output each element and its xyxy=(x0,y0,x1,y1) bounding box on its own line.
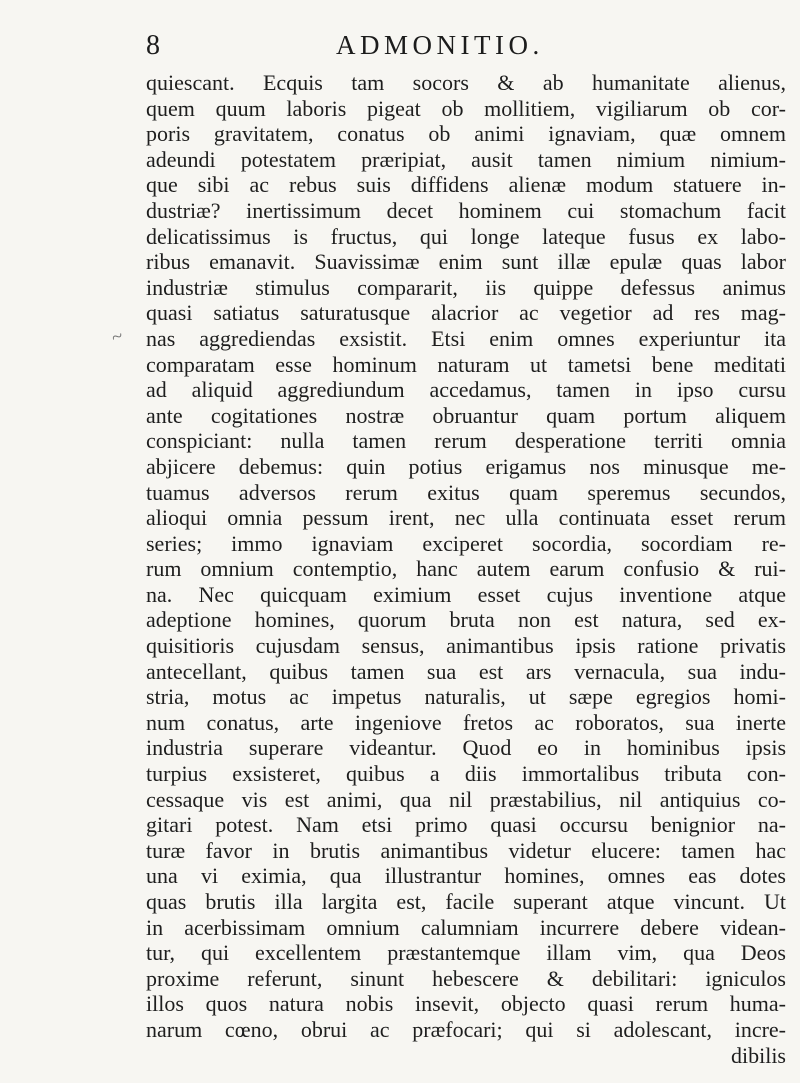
text-line: una vi eximia, qua illustrantur homines, omnes eas dotes xyxy=(146,863,786,889)
text-line: rum omnium contemptio, hanc autem earum confusio & rui- xyxy=(146,556,786,582)
page-number: 8 xyxy=(146,30,160,61)
text-line: tur, qui excellentem præstantemque illam vim, qua Deos xyxy=(146,940,786,966)
text-line: conspiciant: nulla tamen rerum desperatione territi omnia xyxy=(146,428,786,454)
text-line: industriæ stimulus compararit, iis quippe defessus animus xyxy=(146,274,786,300)
text-line: antecellant, quibus tamen sua est ars vernacula, sua indu- xyxy=(146,658,786,684)
catchword: dibilis xyxy=(730,1042,786,1068)
page-header xyxy=(146,28,786,68)
text-line: alioqui omnia pessum irent, nec ulla continuata esset rerum xyxy=(146,505,786,531)
text-line: na. Nec quicquam eximium esset cujus inventione atque xyxy=(146,581,786,607)
text-line: comparatam esse hominum naturam ut tametsi bene meditati xyxy=(146,351,786,377)
text-line: poris gravitatem, conatus ob animi ignaviam, quæ omnem xyxy=(146,121,786,147)
running-title: ADMONITIO. xyxy=(336,30,544,60)
text-line: illos quos natura nobis insevit, objecto quasi rerum huma- xyxy=(146,991,786,1017)
text-line: narum cœno, obrui ac præfocari; qui si adolescant, incre- xyxy=(146,1016,786,1042)
text-line: quasi satiatus saturatusque alacrior ac vegetior ad res mag- xyxy=(146,300,786,326)
text-line: ante cogitationes nostræ obruantur quam portum aliquem xyxy=(146,402,786,428)
text-line: que sibi ac rebus suis diffidens alienæ modum statuere in- xyxy=(146,172,786,198)
text-line: in acerbissimam omnium calumniam incurrere debere videan- xyxy=(146,914,786,940)
text-line: abjicere debemus: quin potius erigamus nos minusque me- xyxy=(146,453,786,479)
text-line: gitari potest. Nam etsi primo quasi occursu benignior na- xyxy=(146,812,786,838)
text-line: num conatus, arte ingeniove fretos ac roboratos, sua inerte xyxy=(146,709,786,735)
text-line: ribus emanavit. Suavissimæ enim sunt illæ epulæ quas labor xyxy=(146,249,786,275)
text-line: ad aliquid aggrediundum accedamus, tamen in ipso cursu xyxy=(146,377,786,403)
text-line: stria, motus ac impetus naturalis, ut sæpe egregios homi- xyxy=(146,684,786,710)
text-line: cessaque vis est animi, qua nil præstabilius, nil antiquius co- xyxy=(146,786,786,812)
body-text xyxy=(146,70,786,1068)
text-line: quem quum laboris pigeat ob mollitiem, vigiliarum ob cor- xyxy=(146,95,786,121)
text-line: industria superare videantur. Quod eo in hominibus ipsis xyxy=(146,735,786,761)
text-line: delicatissimus is fructus, qui longe lateque fusus ex labo- xyxy=(146,223,786,249)
text-line: quisitioris cujusdam sensus, animantibus ipsis ratione privatis xyxy=(146,633,786,659)
text-line: adeundi potestatem præripiat, ausit tamen nimium nimium- xyxy=(146,146,786,172)
margin-pencil-mark: ~ xyxy=(108,324,127,350)
text-line: adeptione homines, quorum bruta non est natura, sed ex- xyxy=(146,607,786,633)
text-line: turæ favor in brutis animantibus videtur elucere: tamen hac xyxy=(146,837,786,863)
text-line: quas brutis illa largita est, facile superant atque vincunt. Ut xyxy=(146,889,786,914)
text-line: nas aggrediendas exsistit. Etsi enim omnes experiuntur ita xyxy=(146,325,786,351)
text-line: dustriæ? inertissimum decet hominem cui stomachum facit xyxy=(146,197,786,223)
text-line: turpius exsisteret, quibus a diis immortalibus tributa con- xyxy=(146,761,786,787)
text-line: series; immo ignaviam exciperet socordia, socordiam re- xyxy=(146,530,786,556)
text-line: tuamus adversos rerum exitus quam speremus secundos, xyxy=(146,479,786,505)
text-line: quiescant. Ecquis tam socors & ab humanitate alienus, xyxy=(146,70,786,95)
text-line: proxime referunt, sinunt hebescere & debilitari: igniculos xyxy=(146,965,786,991)
